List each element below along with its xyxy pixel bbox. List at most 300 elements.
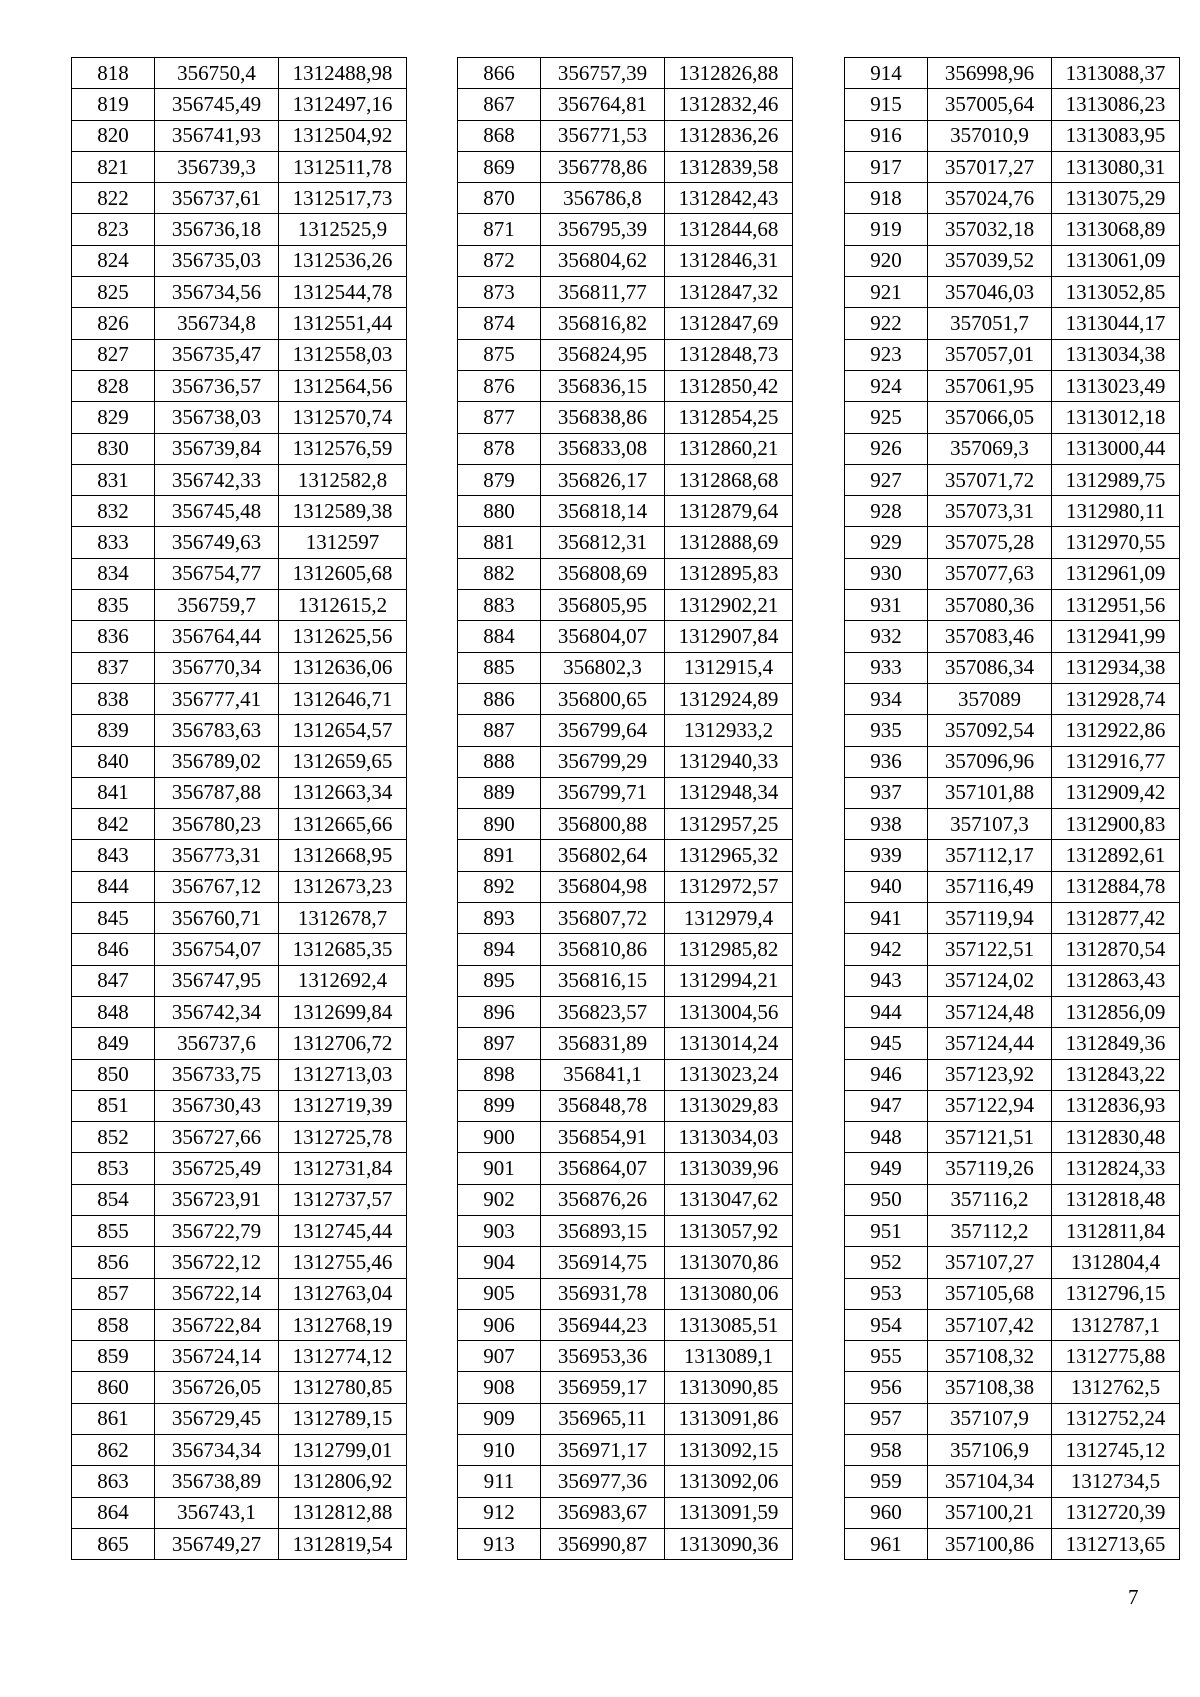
point-number-cell: 865 [72, 1528, 155, 1559]
x-coordinate-cell: 356800,88 [541, 809, 665, 840]
table-row [72, 58, 407, 89]
x-coordinate-cell: 357107,27 [928, 1247, 1052, 1278]
table-row [458, 402, 793, 433]
y-coordinate-cell: 1312957,25 [665, 809, 793, 840]
point-number-cell: 881 [458, 527, 541, 558]
y-coordinate-cell: 1312846,31 [665, 245, 793, 276]
x-coordinate-cell: 356831,89 [541, 1028, 665, 1059]
y-coordinate-cell: 1312848,73 [665, 339, 793, 370]
x-coordinate-cell: 357092,54 [928, 715, 1052, 746]
y-coordinate-cell: 1312774,12 [279, 1341, 407, 1372]
x-coordinate-cell: 356739,3 [155, 151, 279, 182]
table-row [72, 527, 407, 558]
y-coordinate-cell: 1313000,44 [1052, 433, 1180, 464]
table-row [845, 120, 1180, 151]
x-coordinate-cell: 356816,82 [541, 308, 665, 339]
y-coordinate-cell: 1313091,86 [665, 1403, 793, 1434]
x-coordinate-cell: 356990,87 [541, 1528, 665, 1559]
point-number-cell: 956 [845, 1372, 928, 1403]
y-coordinate-cell: 1312713,65 [1052, 1528, 1180, 1559]
x-coordinate-cell: 357024,76 [928, 183, 1052, 214]
y-coordinate-cell: 1312951,56 [1052, 590, 1180, 621]
coordinate-table-2 [457, 57, 793, 1560]
point-number-cell: 914 [845, 58, 928, 89]
point-number-cell: 844 [72, 871, 155, 902]
y-coordinate-cell: 1312685,35 [279, 934, 407, 965]
y-coordinate-cell: 1312830,48 [1052, 1122, 1180, 1153]
point-number-cell: 957 [845, 1403, 928, 1434]
x-coordinate-cell: 356787,88 [155, 777, 279, 808]
point-number-cell: 928 [845, 496, 928, 527]
y-coordinate-cell: 1312755,46 [279, 1247, 407, 1278]
point-number-cell: 913 [458, 1528, 541, 1559]
table-row [72, 120, 407, 151]
table-row [845, 1466, 1180, 1497]
table-row [845, 903, 1180, 934]
point-number-cell: 887 [458, 715, 541, 746]
y-coordinate-cell: 1312663,34 [279, 777, 407, 808]
y-coordinate-cell: 1312745,12 [1052, 1435, 1180, 1466]
table-row [458, 715, 793, 746]
table-row [72, 1403, 407, 1434]
y-coordinate-cell: 1312806,92 [279, 1466, 407, 1497]
x-coordinate-cell: 357077,63 [928, 558, 1052, 589]
page-number: 7 [1128, 1585, 1139, 1609]
point-number-cell: 855 [72, 1215, 155, 1246]
y-coordinate-cell: 1312725,78 [279, 1122, 407, 1153]
table-row [72, 746, 407, 777]
x-coordinate-cell: 356816,15 [541, 965, 665, 996]
point-number-cell: 862 [72, 1435, 155, 1466]
x-coordinate-cell: 356953,36 [541, 1341, 665, 1372]
y-coordinate-cell: 1312597 [279, 527, 407, 558]
table-row [72, 1278, 407, 1309]
y-coordinate-cell: 1312863,43 [1052, 965, 1180, 996]
y-coordinate-cell: 1313044,17 [1052, 308, 1180, 339]
y-coordinate-cell: 1312888,69 [665, 527, 793, 558]
point-number-cell: 930 [845, 558, 928, 589]
y-coordinate-cell: 1312922,86 [1052, 715, 1180, 746]
y-coordinate-cell: 1312884,78 [1052, 871, 1180, 902]
point-number-cell: 903 [458, 1215, 541, 1246]
point-number-cell: 943 [845, 965, 928, 996]
table-row [845, 433, 1180, 464]
y-coordinate-cell: 1312924,89 [665, 683, 793, 714]
y-coordinate-cell: 1313090,85 [665, 1372, 793, 1403]
table-row [72, 1528, 407, 1559]
y-coordinate-cell: 1312605,68 [279, 558, 407, 589]
x-coordinate-cell: 356893,15 [541, 1215, 665, 1246]
x-coordinate-cell: 356812,31 [541, 527, 665, 558]
y-coordinate-cell: 1312812,88 [279, 1497, 407, 1528]
x-coordinate-cell: 356795,39 [541, 214, 665, 245]
point-number-cell: 937 [845, 777, 928, 808]
x-coordinate-cell: 356724,14 [155, 1341, 279, 1372]
y-coordinate-cell: 1312787,1 [1052, 1309, 1180, 1340]
y-coordinate-cell: 1312544,78 [279, 277, 407, 308]
point-number-cell: 955 [845, 1341, 928, 1372]
x-coordinate-cell: 357108,32 [928, 1341, 1052, 1372]
table-row [72, 965, 407, 996]
table-row [72, 715, 407, 746]
y-coordinate-cell: 1313047,62 [665, 1184, 793, 1215]
table-row [72, 934, 407, 965]
x-coordinate-cell: 357096,96 [928, 746, 1052, 777]
point-number-cell: 866 [458, 58, 541, 89]
y-coordinate-cell: 1312870,54 [1052, 934, 1180, 965]
y-coordinate-cell: 1312847,69 [665, 308, 793, 339]
point-number-cell: 898 [458, 1059, 541, 1090]
table-row [458, 683, 793, 714]
point-number-cell: 835 [72, 590, 155, 621]
table-row [458, 1153, 793, 1184]
y-coordinate-cell: 1313034,03 [665, 1122, 793, 1153]
x-coordinate-cell: 357069,3 [928, 433, 1052, 464]
table-row [72, 809, 407, 840]
x-coordinate-cell: 356722,84 [155, 1309, 279, 1340]
point-number-cell: 860 [72, 1372, 155, 1403]
point-number-cell: 859 [72, 1341, 155, 1372]
y-coordinate-cell: 1312734,5 [1052, 1466, 1180, 1497]
x-coordinate-cell: 357106,9 [928, 1435, 1052, 1466]
y-coordinate-cell: 1312752,24 [1052, 1403, 1180, 1434]
point-number-cell: 867 [458, 89, 541, 120]
table-row [72, 1059, 407, 1090]
y-coordinate-cell: 1313080,06 [665, 1278, 793, 1309]
table-row [845, 996, 1180, 1027]
x-coordinate-cell: 356737,6 [155, 1028, 279, 1059]
point-number-cell: 848 [72, 996, 155, 1027]
table-row [458, 214, 793, 245]
x-coordinate-cell: 356931,78 [541, 1278, 665, 1309]
y-coordinate-cell: 1312646,71 [279, 683, 407, 714]
y-coordinate-cell: 1313068,89 [1052, 214, 1180, 245]
point-number-cell: 863 [72, 1466, 155, 1497]
x-coordinate-cell: 356759,7 [155, 590, 279, 621]
y-coordinate-cell: 1312900,83 [1052, 809, 1180, 840]
point-number-cell: 828 [72, 370, 155, 401]
table-row [845, 339, 1180, 370]
x-coordinate-cell: 356799,64 [541, 715, 665, 746]
y-coordinate-cell: 1312842,43 [665, 183, 793, 214]
table-row [72, 1309, 407, 1340]
x-coordinate-cell: 357119,26 [928, 1153, 1052, 1184]
x-coordinate-cell: 357112,17 [928, 840, 1052, 871]
y-coordinate-cell: 1312940,33 [665, 746, 793, 777]
y-coordinate-cell: 1313085,51 [665, 1309, 793, 1340]
x-coordinate-cell: 356727,66 [155, 1122, 279, 1153]
y-coordinate-cell: 1312892,61 [1052, 840, 1180, 871]
x-coordinate-cell: 356807,72 [541, 903, 665, 934]
y-coordinate-cell: 1313086,23 [1052, 89, 1180, 120]
x-coordinate-cell: 356739,84 [155, 433, 279, 464]
point-number-cell: 921 [845, 277, 928, 308]
y-coordinate-cell: 1313070,86 [665, 1247, 793, 1278]
table-row [72, 1247, 407, 1278]
table-row [72, 183, 407, 214]
x-coordinate-cell: 357075,28 [928, 527, 1052, 558]
y-coordinate-cell: 1312488,98 [279, 58, 407, 89]
point-number-cell: 948 [845, 1122, 928, 1153]
point-number-cell: 907 [458, 1341, 541, 1372]
table-row [845, 1403, 1180, 1434]
point-number-cell: 875 [458, 339, 541, 370]
point-number-cell: 908 [458, 1372, 541, 1403]
point-number-cell: 946 [845, 1059, 928, 1090]
y-coordinate-cell: 1312615,2 [279, 590, 407, 621]
point-number-cell: 895 [458, 965, 541, 996]
point-number-cell: 893 [458, 903, 541, 934]
point-number-cell: 840 [72, 746, 155, 777]
point-number-cell: 882 [458, 558, 541, 589]
table-row [458, 934, 793, 965]
y-coordinate-cell: 1313092,06 [665, 1466, 793, 1497]
point-number-cell: 854 [72, 1184, 155, 1215]
x-coordinate-cell: 357061,95 [928, 370, 1052, 401]
table-row [845, 1153, 1180, 1184]
point-number-cell: 888 [458, 746, 541, 777]
y-coordinate-cell: 1312720,39 [1052, 1497, 1180, 1528]
point-number-cell: 911 [458, 1466, 541, 1497]
y-coordinate-cell: 1312980,11 [1052, 496, 1180, 527]
point-number-cell: 836 [72, 621, 155, 652]
point-number-cell: 842 [72, 809, 155, 840]
x-coordinate-cell: 357101,88 [928, 777, 1052, 808]
y-coordinate-cell: 1312551,44 [279, 308, 407, 339]
y-coordinate-cell: 1312768,19 [279, 1309, 407, 1340]
x-coordinate-cell: 357083,46 [928, 621, 1052, 652]
y-coordinate-cell: 1312836,26 [665, 120, 793, 151]
x-coordinate-cell: 356800,65 [541, 683, 665, 714]
point-number-cell: 919 [845, 214, 928, 245]
y-coordinate-cell: 1312511,78 [279, 151, 407, 182]
y-coordinate-cell: 1312948,34 [665, 777, 793, 808]
table-row [845, 1278, 1180, 1309]
point-number-cell: 838 [72, 683, 155, 714]
table-row [458, 1528, 793, 1559]
point-number-cell: 852 [72, 1122, 155, 1153]
x-coordinate-cell: 357066,05 [928, 402, 1052, 433]
table-row [845, 1372, 1180, 1403]
table-row [458, 840, 793, 871]
point-number-cell: 891 [458, 840, 541, 871]
point-number-cell: 951 [845, 1215, 928, 1246]
point-number-cell: 880 [458, 496, 541, 527]
y-coordinate-cell: 1312818,48 [1052, 1184, 1180, 1215]
y-coordinate-cell: 1312796,15 [1052, 1278, 1180, 1309]
y-coordinate-cell: 1312706,72 [279, 1028, 407, 1059]
y-coordinate-cell: 1312636,06 [279, 652, 407, 683]
table-row [458, 151, 793, 182]
y-coordinate-cell: 1312525,9 [279, 214, 407, 245]
x-coordinate-cell: 357089 [928, 683, 1052, 714]
point-number-cell: 918 [845, 183, 928, 214]
point-number-cell: 949 [845, 1153, 928, 1184]
x-coordinate-cell: 356735,03 [155, 245, 279, 276]
y-coordinate-cell: 1312654,57 [279, 715, 407, 746]
table-row [845, 1059, 1180, 1090]
x-coordinate-cell: 357010,9 [928, 120, 1052, 151]
x-coordinate-cell: 357017,27 [928, 151, 1052, 182]
x-coordinate-cell: 356734,8 [155, 308, 279, 339]
point-number-cell: 952 [845, 1247, 928, 1278]
x-coordinate-cell: 357080,36 [928, 590, 1052, 621]
x-coordinate-cell: 356771,53 [541, 120, 665, 151]
x-coordinate-cell: 357124,02 [928, 965, 1052, 996]
x-coordinate-cell: 356810,86 [541, 934, 665, 965]
x-coordinate-cell: 356767,12 [155, 871, 279, 902]
point-number-cell: 904 [458, 1247, 541, 1278]
table-row [458, 996, 793, 1027]
x-coordinate-cell: 357122,94 [928, 1090, 1052, 1121]
x-coordinate-cell: 356734,34 [155, 1435, 279, 1466]
x-coordinate-cell: 356770,34 [155, 652, 279, 683]
y-coordinate-cell: 1312907,84 [665, 621, 793, 652]
table-row [72, 1435, 407, 1466]
table-row [845, 1028, 1180, 1059]
table-row [458, 433, 793, 464]
y-coordinate-cell: 1312989,75 [1052, 464, 1180, 495]
y-coordinate-cell: 1312979,4 [665, 903, 793, 934]
table-row [845, 777, 1180, 808]
table-row [845, 245, 1180, 276]
y-coordinate-cell: 1312819,54 [279, 1528, 407, 1559]
x-coordinate-cell: 357005,64 [928, 89, 1052, 120]
y-coordinate-cell: 1312589,38 [279, 496, 407, 527]
x-coordinate-cell: 356804,98 [541, 871, 665, 902]
table-row [845, 58, 1180, 89]
y-coordinate-cell: 1313057,92 [665, 1215, 793, 1246]
x-coordinate-cell: 356735,47 [155, 339, 279, 370]
table-row [845, 715, 1180, 746]
y-coordinate-cell: 1312763,04 [279, 1278, 407, 1309]
table-row [458, 1309, 793, 1340]
x-coordinate-cell: 356833,08 [541, 433, 665, 464]
point-number-cell: 822 [72, 183, 155, 214]
table-row [458, 1341, 793, 1372]
x-coordinate-cell: 356848,78 [541, 1090, 665, 1121]
x-coordinate-cell: 356742,33 [155, 464, 279, 495]
x-coordinate-cell: 356783,63 [155, 715, 279, 746]
point-number-cell: 927 [845, 464, 928, 495]
x-coordinate-cell: 356733,75 [155, 1059, 279, 1090]
x-coordinate-cell: 356750,4 [155, 58, 279, 89]
y-coordinate-cell: 1312678,7 [279, 903, 407, 934]
x-coordinate-cell: 356738,03 [155, 402, 279, 433]
point-number-cell: 917 [845, 151, 928, 182]
x-coordinate-cell: 356836,15 [541, 370, 665, 401]
x-coordinate-cell: 356808,69 [541, 558, 665, 589]
x-coordinate-cell: 356777,41 [155, 683, 279, 714]
y-coordinate-cell: 1312775,88 [1052, 1341, 1180, 1372]
y-coordinate-cell: 1312844,68 [665, 214, 793, 245]
table-row [458, 496, 793, 527]
x-coordinate-cell: 356723,91 [155, 1184, 279, 1215]
y-coordinate-cell: 1312762,5 [1052, 1372, 1180, 1403]
x-coordinate-cell: 356738,89 [155, 1466, 279, 1497]
x-coordinate-cell: 357100,86 [928, 1528, 1052, 1559]
x-coordinate-cell: 356722,14 [155, 1278, 279, 1309]
y-coordinate-cell: 1312659,65 [279, 746, 407, 777]
y-coordinate-cell: 1312961,09 [1052, 558, 1180, 589]
table-row [458, 746, 793, 777]
table-row [72, 558, 407, 589]
table-row [72, 151, 407, 182]
table-row [72, 1466, 407, 1497]
x-coordinate-cell: 357124,44 [928, 1028, 1052, 1059]
x-coordinate-cell: 356854,91 [541, 1122, 665, 1153]
point-number-cell: 925 [845, 402, 928, 433]
point-number-cell: 857 [72, 1278, 155, 1309]
table-row [72, 903, 407, 934]
x-coordinate-cell: 356826,17 [541, 464, 665, 495]
x-coordinate-cell: 357100,21 [928, 1497, 1052, 1528]
table-row [845, 1184, 1180, 1215]
y-coordinate-cell: 1312847,32 [665, 277, 793, 308]
point-number-cell: 934 [845, 683, 928, 714]
y-coordinate-cell: 1312699,84 [279, 996, 407, 1027]
y-coordinate-cell: 1313052,85 [1052, 277, 1180, 308]
table-row [845, 840, 1180, 871]
point-number-cell: 872 [458, 245, 541, 276]
point-number-cell: 829 [72, 402, 155, 433]
table-row [845, 683, 1180, 714]
point-number-cell: 849 [72, 1028, 155, 1059]
point-number-cell: 877 [458, 402, 541, 433]
point-number-cell: 902 [458, 1184, 541, 1215]
y-coordinate-cell: 1312582,8 [279, 464, 407, 495]
table-row [458, 965, 793, 996]
x-coordinate-cell: 357112,2 [928, 1215, 1052, 1246]
point-number-cell: 922 [845, 308, 928, 339]
y-coordinate-cell: 1313088,37 [1052, 58, 1180, 89]
point-number-cell: 909 [458, 1403, 541, 1434]
y-coordinate-cell: 1312713,03 [279, 1059, 407, 1090]
table-row [458, 183, 793, 214]
table-row [72, 308, 407, 339]
point-number-cell: 889 [458, 777, 541, 808]
x-coordinate-cell: 356804,07 [541, 621, 665, 652]
table-row [845, 89, 1180, 120]
table-row [845, 1497, 1180, 1528]
point-number-cell: 920 [845, 245, 928, 276]
table-row [458, 120, 793, 151]
point-number-cell: 820 [72, 120, 155, 151]
y-coordinate-cell: 1312731,84 [279, 1153, 407, 1184]
point-number-cell: 935 [845, 715, 928, 746]
x-coordinate-cell: 356736,18 [155, 214, 279, 245]
x-coordinate-cell: 356786,8 [541, 183, 665, 214]
table-row [458, 1059, 793, 1090]
table-row [845, 558, 1180, 589]
table-row [72, 871, 407, 902]
x-coordinate-cell: 356745,49 [155, 89, 279, 120]
x-coordinate-cell: 357105,68 [928, 1278, 1052, 1309]
table-row [72, 89, 407, 120]
point-number-cell: 944 [845, 996, 928, 1027]
x-coordinate-cell: 356737,61 [155, 183, 279, 214]
table-row [72, 590, 407, 621]
table-row [845, 308, 1180, 339]
x-coordinate-cell: 357086,34 [928, 652, 1052, 683]
y-coordinate-cell: 1312856,09 [1052, 996, 1180, 1027]
table-row [72, 1090, 407, 1121]
table-row [845, 746, 1180, 777]
x-coordinate-cell: 356722,12 [155, 1247, 279, 1278]
y-coordinate-cell: 1312902,21 [665, 590, 793, 621]
point-number-cell: 856 [72, 1247, 155, 1278]
table-row [458, 308, 793, 339]
